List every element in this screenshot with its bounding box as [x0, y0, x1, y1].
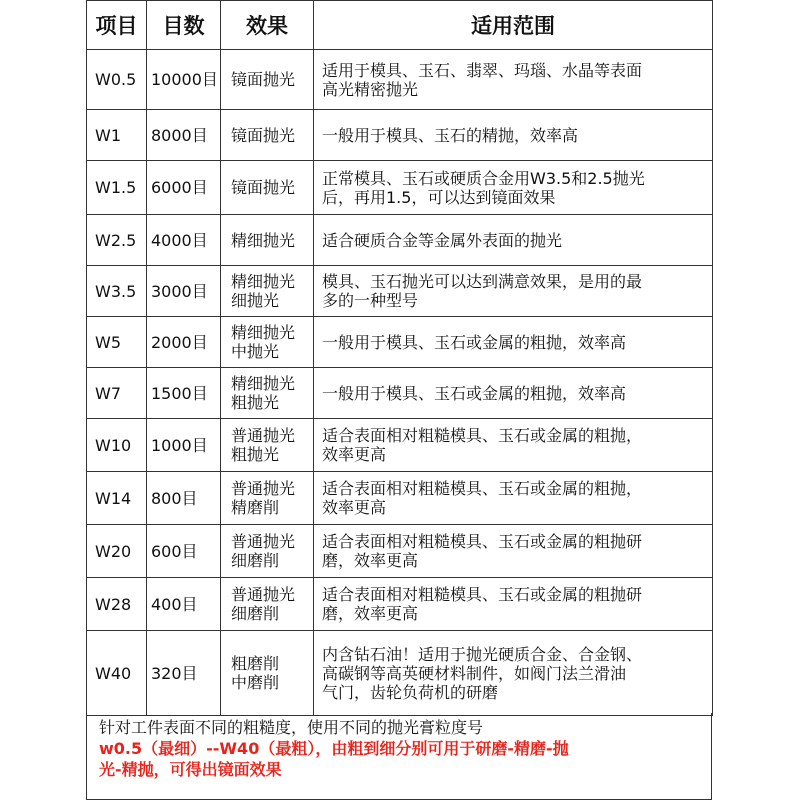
- header-scope: 适用范围: [314, 1, 713, 50]
- table-row: [87, 631, 713, 716]
- cell-scope: [314, 266, 713, 317]
- effect-line: 粗磨削: [231, 654, 280, 673]
- effect-line: 精磨削: [231, 498, 280, 517]
- item-code: W1: [95, 125, 121, 145]
- scope-line: 适合表面相对粗糙模具、玉石或金属的粗抛研: [322, 532, 643, 551]
- item-code: W14: [95, 488, 132, 508]
- cell-item: [87, 525, 147, 578]
- mesh-count: 3000目: [151, 281, 208, 301]
- cell-scope: [314, 525, 713, 578]
- effect-line: 粗抛光: [231, 393, 280, 412]
- item-code: W28: [95, 594, 132, 614]
- table-row: [87, 578, 713, 631]
- note-line-2-rest: ，由粗到细分别可用于研磨-精磨-抛: [315, 739, 569, 758]
- cell-item: [87, 110, 147, 161]
- polishing-grade-sheet: [86, 0, 712, 800]
- cell-effect: [221, 631, 314, 716]
- table-row: [87, 317, 713, 368]
- scope-line: 适用于模具、玉石、翡翠、玛瑙、水晶等表面: [322, 60, 643, 80]
- cell-effect: [221, 317, 314, 368]
- cell-effect: [221, 525, 314, 578]
- cell-item: [87, 161, 147, 215]
- scope-line: 适合表面相对粗糙模具、玉石或金属的粗抛研: [322, 585, 643, 604]
- scope-line: 效率更高: [322, 498, 387, 517]
- cell-effect: [221, 266, 314, 317]
- cell-scope: [314, 50, 713, 110]
- table-row: [87, 419, 713, 472]
- mesh-count: 800目: [151, 488, 198, 508]
- effect-line: 镜面抛光: [231, 125, 296, 145]
- cell-scope: [314, 631, 713, 716]
- scope-line: 模具、玉石抛光可以达到满意效果，是用的最: [322, 272, 643, 291]
- header-mesh: 目数: [147, 1, 221, 50]
- cell-scope: [314, 472, 713, 525]
- cell-item: [87, 50, 147, 110]
- cell-effect: [221, 110, 314, 161]
- cell-mesh: [147, 50, 221, 110]
- usage-note: [86, 713, 712, 800]
- cell-effect: [221, 50, 314, 110]
- mesh-count: 2000目: [151, 332, 208, 352]
- cell-mesh: [147, 419, 221, 472]
- effect-line: 细抛光: [231, 291, 280, 310]
- scope-line: 后，再用1.5，可以达到镜面效果: [322, 187, 556, 207]
- header-effect: 效果: [221, 1, 314, 50]
- cell-scope: [314, 110, 713, 161]
- scope-line: 磨，效率更高: [322, 604, 419, 623]
- cell-mesh: [147, 215, 221, 266]
- cell-item: [87, 419, 147, 472]
- header-row: [87, 1, 713, 50]
- effect-line: 中磨削: [231, 673, 280, 692]
- cell-mesh: [147, 578, 221, 631]
- effect-line: 普通抛光: [231, 479, 296, 498]
- table-row: [87, 525, 713, 578]
- cell-item: [87, 631, 147, 716]
- effect-line: 精细抛光: [231, 323, 296, 342]
- scope-line: 一般用于模具、玉石或金属的粗抛，效率高: [322, 332, 627, 352]
- effect-line: 粗抛光: [231, 445, 280, 464]
- effect-line: 普通抛光: [231, 426, 296, 445]
- effect-line: 镜面抛光: [231, 178, 296, 197]
- cell-effect: [221, 215, 314, 266]
- scope-line: 一般用于模具、玉石的精抛，效率高: [322, 125, 579, 145]
- item-code: W20: [95, 541, 132, 561]
- item-code: W10: [95, 435, 132, 455]
- header-item: 项目: [87, 1, 147, 50]
- scope-line: 气门，齿轮负荷机的研磨: [322, 682, 499, 702]
- note-line-2: [99, 738, 711, 759]
- scope-line: 高碳钢等高英硬材料制件，如阀门法兰滑油: [322, 663, 627, 683]
- grade-table: [86, 0, 713, 716]
- mesh-count: 600目: [151, 541, 198, 561]
- cell-mesh: [147, 110, 221, 161]
- cell-effect: [221, 419, 314, 472]
- scope-line: 适合表面相对粗糙模具、玉石或金属的粗抛，: [322, 426, 643, 445]
- mesh-count: 320目: [151, 663, 198, 683]
- table-row: [87, 472, 713, 525]
- note-line-1: 针对工件表面不同的粗糙度，使用不同的抛光膏粒度号: [99, 718, 484, 737]
- item-code: W0.5: [95, 70, 137, 89]
- scope-line: 效率更高: [322, 445, 387, 464]
- note-line-3: 光-精抛，可得出镜面效果: [99, 760, 282, 779]
- mesh-count: 400目: [151, 594, 198, 614]
- effect-line: 细磨削: [231, 551, 280, 570]
- item-code: W2.5: [95, 230, 137, 250]
- effect-line: 精细抛光: [231, 230, 296, 250]
- effect-line: 镜面抛光: [231, 70, 296, 89]
- item-code: W7: [95, 383, 121, 403]
- mesh-count: 1500目: [151, 383, 208, 403]
- cell-scope: [314, 368, 713, 419]
- cell-item: [87, 215, 147, 266]
- cell-item: [87, 578, 147, 631]
- item-code: W1.5: [95, 178, 137, 197]
- cell-mesh: [147, 525, 221, 578]
- cell-scope: [314, 419, 713, 472]
- scope-line: 多的一种型号: [322, 291, 419, 310]
- scope-line: 一般用于模具、玉石或金属的粗抛，效率高: [322, 383, 627, 403]
- table-row: [87, 215, 713, 266]
- note-red-range: w0.5（最细）--W40（最粗）: [99, 739, 316, 758]
- table-body: [87, 50, 713, 716]
- cell-effect: [221, 472, 314, 525]
- effect-line: 精细抛光: [231, 272, 296, 291]
- mesh-count: 10000目: [151, 70, 218, 89]
- effect-line: 精细抛光: [231, 374, 296, 393]
- scope-line: 内含钻石油！适用于抛光硬质合金、合金钢、: [322, 644, 643, 664]
- table-row: [87, 266, 713, 317]
- cell-scope: [314, 317, 713, 368]
- cell-effect: [221, 368, 314, 419]
- mesh-count: 8000目: [151, 125, 208, 145]
- cell-mesh: [147, 266, 221, 317]
- cell-item: [87, 368, 147, 419]
- cell-scope: [314, 161, 713, 215]
- scope-line: 正常模具、玉石或硬质合金用W3.5和2.5抛光: [322, 168, 645, 188]
- effect-line: 细磨削: [231, 604, 280, 623]
- cell-scope: [314, 578, 713, 631]
- mesh-count: 4000目: [151, 230, 208, 250]
- table-row: [87, 110, 713, 161]
- effect-line: 普通抛光: [231, 585, 296, 604]
- item-code: W40: [95, 663, 132, 683]
- cell-mesh: [147, 631, 221, 716]
- mesh-count: 1000目: [151, 435, 208, 455]
- cell-mesh: [147, 161, 221, 215]
- mesh-count: 6000目: [151, 178, 208, 197]
- cell-item: [87, 266, 147, 317]
- cell-effect: [221, 161, 314, 215]
- cell-item: [87, 317, 147, 368]
- table-row: [87, 50, 713, 110]
- table-row: [87, 368, 713, 419]
- cell-mesh: [147, 317, 221, 368]
- scope-line: 适合硬质合金等金属外表面的抛光: [322, 230, 563, 250]
- table-row: [87, 161, 713, 215]
- cell-scope: [314, 215, 713, 266]
- item-code: W5: [95, 332, 121, 352]
- item-code: W3.5: [95, 281, 137, 301]
- cell-effect: [221, 578, 314, 631]
- effect-line: 普通抛光: [231, 532, 296, 551]
- effect-line: 中抛光: [231, 342, 280, 361]
- scope-line: 高光精密抛光: [322, 79, 419, 99]
- cell-mesh: [147, 368, 221, 419]
- cell-item: [87, 472, 147, 525]
- scope-line: 磨，效率更高: [322, 551, 419, 570]
- cell-mesh: [147, 472, 221, 525]
- scope-line: 适合表面相对粗糙模具、玉石或金属的粗抛，: [322, 479, 643, 498]
